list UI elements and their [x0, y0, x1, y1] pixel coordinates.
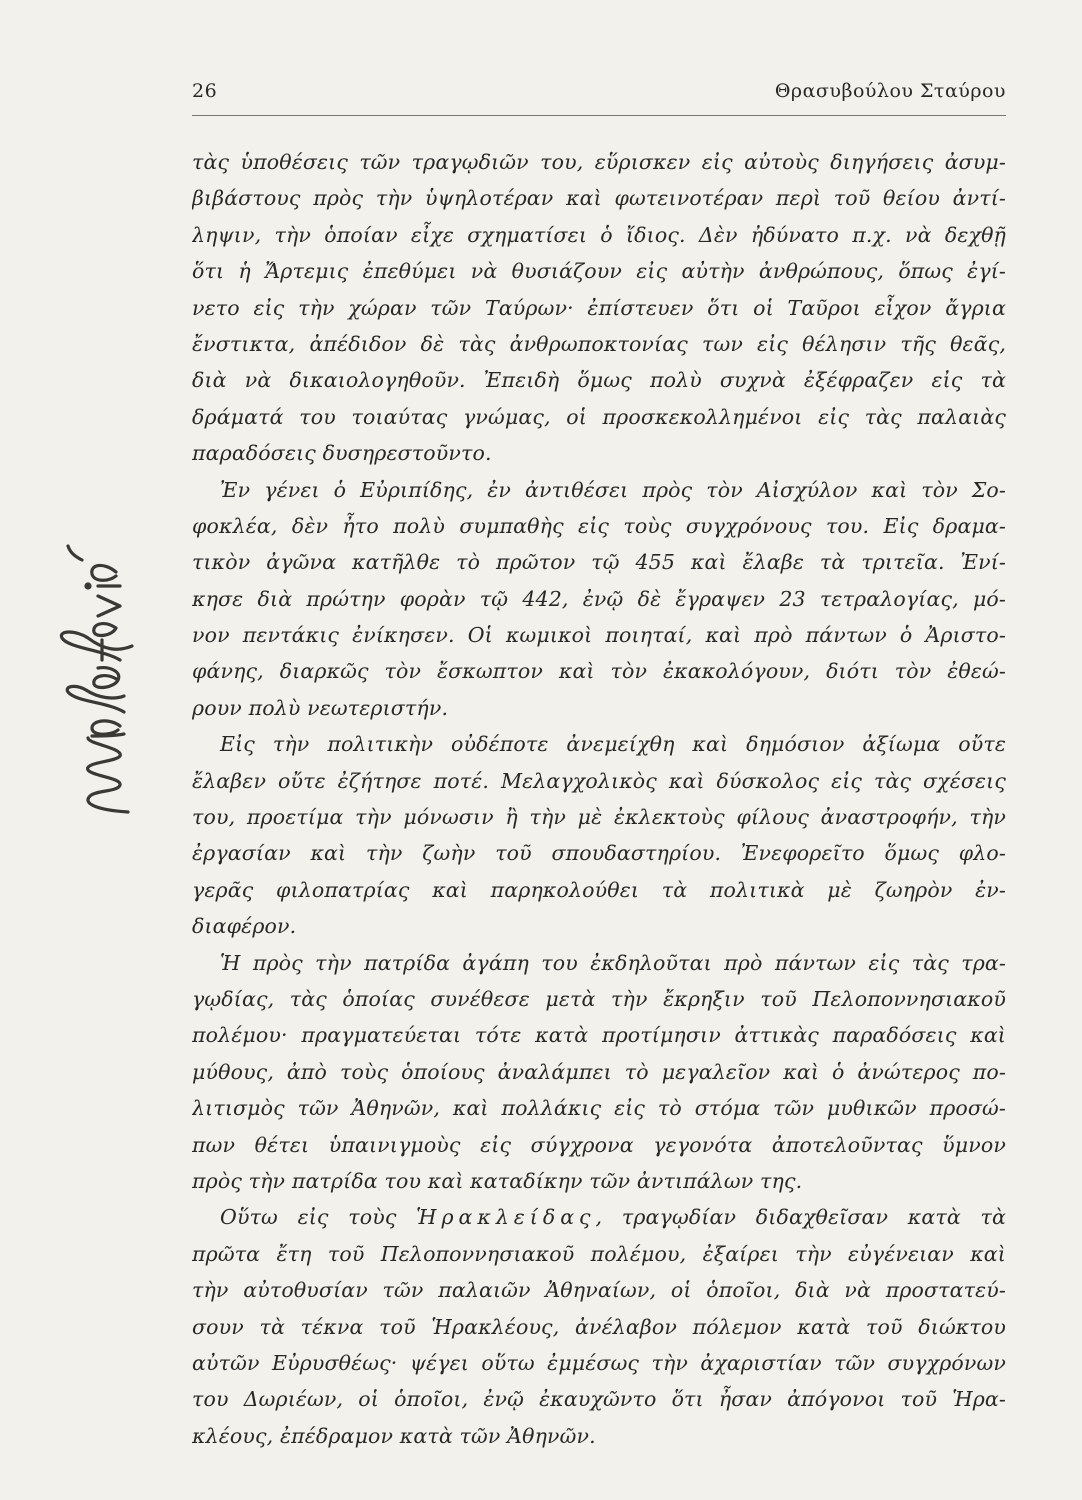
paragraph-5 [192, 1199, 1006, 1454]
text-line: διαφέρον. [192, 914, 297, 939]
handwritten-margin-note [58, 440, 148, 820]
text-line: νετο εἰς τὴν χώραν τῶν Ταύρων· ἐπίστευεν ὅτι οἱ Ταῦροι εἶχον ἄγρια [192, 295, 1006, 320]
text-line: τὰς ὑποθέσεις τῶν τραγῳδιῶν του, εὕρισκεν εἰς αὐτοὺς διηγήσεις ἀσυμ- [192, 150, 1006, 174]
text-line: ἔλαβεν οὔτε ἐζήτησε ποτέ. Μελαγχολικὸς καὶ δύσκολος εἰς τὰς σχέσεις [192, 768, 1006, 793]
text-line: φοκλέα, δὲν ἦτο πολὺ συμπαθὴς εἰς τοὺς συγχρόνους του. Εἰς δραμα- [192, 513, 1006, 538]
paragraph-2 [192, 472, 1006, 727]
text-line: γῳδίας, τὰς ὁποίας συνέθεσε μετὰ τὴν ἔκρηξιν τοῦ Πελοποννησιακοῦ [192, 986, 1006, 1011]
text-line: Ἡ πρὸς τὴν πατρίδα ἀγάπη του ἐκδηλοῦται πρὸ πάντων εἰς τὰς τρα- [220, 950, 1006, 975]
running-head: Θρασυβούλου Σταύρου [774, 80, 1006, 102]
text-line: του, προετίμα τὴν μόνωσιν ἢ τὴν μὲ ἐκλεκτοὺς φίλους ἀναστροφήν, τὴν [192, 805, 1006, 830]
text-line: μύθους, ἀπὸ τοὺς ὁποίους ἀναλάμπει τὸ μεγαλεῖον καὶ ὁ ἀνώτερος πο- [192, 1059, 1006, 1084]
text-line: σουν τὰ τέκνα τοῦ Ἡρακλέους, ἀνέλαβον πόλεμον κατὰ τοῦ διώκτου [192, 1314, 1006, 1339]
paragraph-3 [192, 726, 1006, 944]
text-line: κησε διὰ πρώτην φορὰν τῷ 442, ἐνῷ δὲ ἔγραψεν 23 τετραλογίας, μό- [192, 586, 1006, 611]
text-line: ὅτι ἡ Ἄρτεμις ἐπεθύμει νὰ θυσιάζουν εἰς αὐτὴν ἀνθρώπους, ὅπως ἐγί- [192, 259, 1006, 284]
text-line: φάνης, διαρκῶς τὸν ἔσκωπτον καὶ τὸν ἐκακολόγουν, διότι τὸν ἐθεώ- [192, 659, 1006, 684]
text-line: πρὸς τὴν πατρίδα του καὶ καταδίκην τῶν ἀντιπάλων της. [192, 1168, 803, 1193]
text-line: πρῶτα ἔτη τοῦ Πελοποννησιακοῦ πολέμου, ἐξαίρει τὴν εὐγένειαν καὶ [192, 1241, 1006, 1266]
text-line: γερᾶς φιλοπατρίας καὶ παρηκολούθει τὰ πολιτικὰ μὲ ζωηρὸν ἐν- [192, 877, 1006, 902]
text-line: δράματά του τοιαύτας γνώμας, οἱ προσκεκολλημένοι εἰς τὰς παλαιὰς [192, 404, 1006, 429]
page-header [192, 76, 1006, 116]
text-line: του Δωριέων, οἱ ὁποῖοι, ἐνῷ ἐκαυχῶντο ὅτι ἦσαν ἀπόγονοι τοῦ Ἡρα- [192, 1387, 1006, 1412]
text-line: λιτισμὸς τῶν Ἀθηνῶν, καὶ πολλάκις εἰς τὸ στόμα τῶν μυθικῶν προσώ- [192, 1096, 1006, 1121]
text-span: Οὕτω εἰς τοὺς [220, 1205, 417, 1230]
text-line: Εἰς τὴν πολιτικὴν οὐδέποτε ἀνεμείχθη καὶ δημόσιον ἀξίωμα οὔτε [220, 732, 1006, 757]
text-line: κλέους, ἐπέδραμον κατὰ τῶν Ἀθηνῶν. [192, 1423, 596, 1448]
text-line: βιβάστους πρὸς τὴν ὑψηλοτέραν καὶ φωτεινοτέραν περὶ τοῦ θείου ἀντί- [192, 186, 1006, 211]
paragraph-1 [192, 144, 1006, 472]
text-line: αὐτῶν Εὐρυσθέως· ψέγει οὕτω ἐμμέσως τὴν ἀχαριστίαν τῶν συγχρόνων [192, 1350, 1006, 1375]
text-line: ρουν πολὺ νεωτεριστήν. [192, 695, 449, 720]
text-line: ἐργασίαν καὶ τὴν ζωὴν τοῦ σπουδαστηρίου. Ἐνεφορεῖτο ὅμως φλο- [192, 841, 1006, 866]
text-line: ληψιν, τὴν ὁποίαν εἶχε σχηματίσει ὁ ἴδιος. Δὲν ἠδύνατο π.χ. νὰ δεχθῇ [192, 222, 1006, 247]
text-line: πων θέτει ὑπαινιγμοὺς εἰς σύγχρονα γεγονότα ἀποτελοῦντας ὕμνον [192, 1132, 1006, 1157]
handwritten-signature-graphic [58, 440, 148, 820]
text-span: , τραγῳδίαν διδαχθεῖσαν κατὰ τὰ [595, 1205, 1006, 1230]
text-line: παραδόσεις δυσηρεστοῦντο. [192, 441, 492, 466]
work-title: Ἡρακλείδας [416, 1205, 596, 1230]
header-rule [192, 115, 1006, 116]
body-text [192, 144, 1006, 1454]
page-number: 26 [192, 80, 218, 102]
text-line: τὴν αὐτοθυσίαν τῶν παλαιῶν Ἀθηναίων, οἱ ὁποῖοι, διὰ νὰ προστατεύ- [192, 1278, 1006, 1303]
text-line: ἔνστικτα, ἀπέδιδον δὲ τὰς ἀνθρωποκτονίας των εἰς θέλησιν τῆς θεᾶς, [192, 331, 1006, 356]
text-line: διὰ νὰ δικαιολογηθοῦν. Ἐπειδὴ ὅμως πολὺ συχνὰ ἐξέφραζεν εἰς τὰ [192, 368, 1006, 393]
text-line: πολέμου· πραγματεύεται τότε κατὰ προτίμησιν ἀττικὰς παραδόσεις καὶ [192, 1023, 1006, 1048]
paragraph-4 [192, 945, 1006, 1200]
text-line: νον πεντάκις ἐνίκησεν. Οἱ κωμικοὶ ποιηταί, καὶ πρὸ πάντων ὁ Ἀριστο- [192, 623, 1006, 648]
text-line: Ἐν γένει ὁ Εὐριπίδης, ἐν ἀντιθέσει πρὸς τὸν Αἰσχύλον καὶ τὸν Σο- [220, 477, 1006, 502]
text-line [192, 1199, 1006, 1235]
text-line: τικὸν ἀγῶνα κατῆλθε τὸ πρῶτον τῷ 455 καὶ ἔλαβε τὰ τριτεῖα. Ἐνί- [192, 550, 1006, 575]
